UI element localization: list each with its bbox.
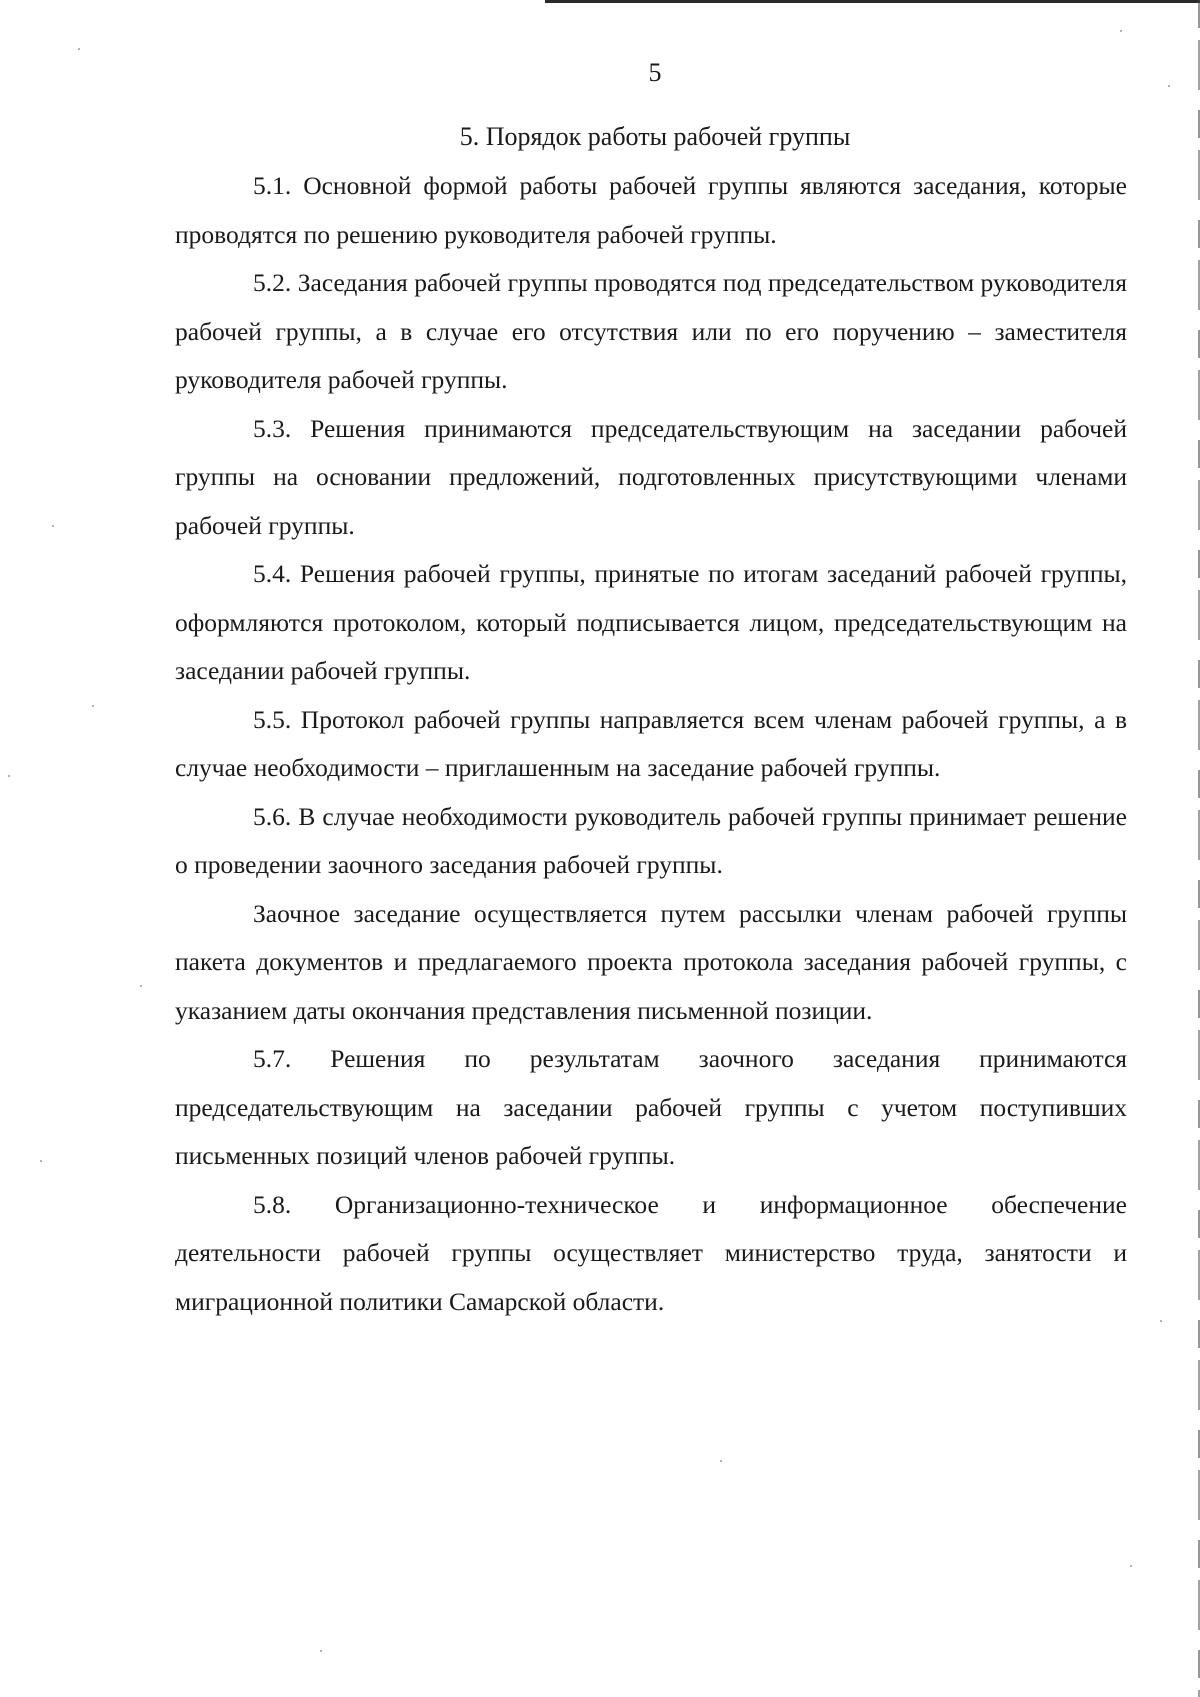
paragraph-5-6: 5.6. В случае необходимости руководитель рабочей группы принимает решение о проведении заочного заседания рабочей группы.	[175, 801, 1127, 879]
document-body	[175, 162, 1127, 1326]
scan-speck	[140, 985, 142, 987]
page-number: 5	[648, 58, 662, 87]
scan-speck	[720, 1460, 722, 1462]
scan-speck	[1160, 1320, 1162, 1322]
scan-speck	[52, 525, 54, 527]
paragraph-remote-meeting: Заочное заседание осуществляется путем рассылки членам рабочей группы пакета документов и предлагаемого проекта протокола заседания рабочей группы, с указанием даты окончания представления письменной позиции.	[175, 898, 1127, 1025]
scan-speck	[40, 1160, 42, 1162]
scan-border-top	[545, 0, 1200, 3]
paragraph-5-2: 5.2. Заседания рабочей группы проводятся под председательством руководителя рабочей группы, а в случае его отсутствия или по его поручению – заместителя руководителя рабочей группы.	[175, 268, 1127, 394]
paragraph-5-1: 5.1. Основной формой работы рабочей группы являются заседания, которые проводятся по решению руководителя рабочей группы.	[175, 171, 1127, 249]
scan-speck	[1120, 30, 1122, 32]
scan-speck	[78, 48, 80, 50]
section-title: 5. Порядок работы рабочей группы	[459, 122, 851, 151]
scan-speck	[92, 705, 94, 707]
paragraph-5-4: 5.4. Решения рабочей группы, принятые по итогам заседаний рабочей группы, оформляются протоколом, который подписывается лицом, председательствующим на заседании рабочей группы.	[175, 559, 1127, 685]
paragraph-5-8: 5.8. Организационно-техническое и информационное обеспечение деятельности рабочей группы осуществляет министерство труда, занятости и миграционной политики Самарской области.	[175, 1189, 1127, 1316]
paragraph-5-5: 5.5. Протокол рабочей группы направляется всем членам рабочей группы, а в случае необходимости – приглашенным на заседание рабочей группы.	[175, 704, 1127, 782]
scan-speck	[1130, 1565, 1132, 1567]
scan-speck	[8, 775, 10, 777]
paragraph-5-7: 5.7. Решения по результатам заочного заседания принимаются председательствующим на заседании рабочей группы с учетом поступивших письменных позиций членов рабочей группы.	[175, 1044, 1127, 1170]
scan-speck	[320, 1650, 322, 1652]
paragraph-5-3: 5.3. Решения принимаются председательствующим на заседании рабочей группы на основании предложений, подготовленных присутствующими членами рабочей группы.	[175, 413, 1127, 540]
